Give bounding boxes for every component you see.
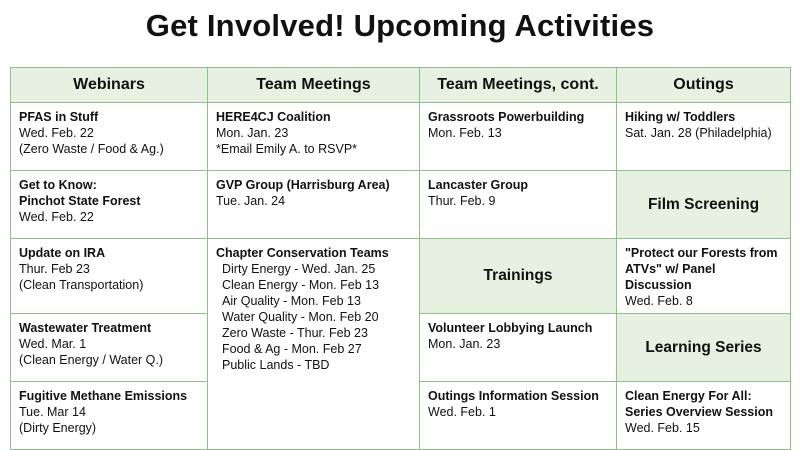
meeting-date: Mon. Feb. 13 [428, 126, 502, 140]
team-item: Public Lands - TBD [222, 358, 330, 372]
webinar-wastewater [11, 314, 208, 382]
webinar-note: (Clean Transportation) [19, 278, 144, 292]
table-row [11, 239, 791, 314]
team-item: Dirty Energy - Wed. Jan. 25 [222, 262, 376, 276]
webinar-note: (Dirty Energy) [19, 421, 97, 435]
meeting-name: Outings Information Session [428, 389, 599, 403]
webinar-date: Tue. Mar 14 [19, 405, 86, 419]
outing-clean-energy [617, 382, 791, 450]
meeting-grassroots [420, 103, 617, 171]
meeting-note: *Email Emily A. to RSVP* [216, 142, 358, 156]
team-item: Clean Energy - Mon. Feb 13 [222, 278, 380, 292]
team-meetings-cont-header: Team Meetings, cont. [420, 68, 617, 103]
webinar-name: Update on IRA [19, 246, 106, 260]
webinar-date: Wed. Feb. 22 [19, 126, 94, 140]
table-row [11, 103, 791, 171]
meeting-gvp [208, 171, 420, 239]
outing-date: Wed. Feb. 8 [625, 294, 693, 308]
webinar-name: Fugitive Methane Emissions [19, 389, 188, 403]
team-item: Food & Ag - Mon. Feb 27 [222, 342, 362, 356]
meeting-date: Mon. Jan. 23 [428, 337, 501, 351]
outings-header: Outings [617, 68, 791, 103]
webinars-header: Webinars [11, 68, 208, 103]
team-item: Air Quality - Mon. Feb 13 [222, 294, 361, 308]
meeting-volunteer-lobbying [420, 314, 617, 382]
webinar-note: (Clean Energy / Water Q.) [19, 353, 164, 367]
outing-date: Wed. Feb. 15 [625, 421, 700, 435]
outing-name-line1: Clean Energy For All: [625, 389, 752, 403]
meeting-name: GVP Group (Harrisburg Area) [216, 178, 390, 192]
webinar-pinchot [11, 171, 208, 239]
page-title: Get Involved! Upcoming Activities [145, 8, 655, 43]
trainings-label: Trainings [420, 239, 617, 314]
outing-name: Hiking w/ Toddlers [625, 110, 736, 124]
outing-name-line1: "Protect our Forests from [625, 246, 778, 260]
meeting-date: Mon. Jan. 23 [216, 126, 289, 140]
webinar-date: Wed. Mar. 1 [19, 337, 87, 351]
table-row [11, 171, 791, 239]
webinar-pfas [11, 103, 208, 171]
outing-hiking [617, 103, 791, 171]
outing-name-line2: ATVs" w/ Panel Discussion [625, 262, 716, 292]
header-row [11, 68, 791, 103]
meeting-name: HERE4CJ Coalition [216, 110, 331, 124]
meeting-lancaster [420, 171, 617, 239]
webinar-name-line1: Get to Know: [19, 178, 97, 192]
team-item: Zero Waste - Thur. Feb 23 [222, 326, 368, 340]
outing-protect-forests [617, 239, 791, 314]
meeting-name: Chapter Conservation Teams [216, 246, 389, 260]
webinar-ira [11, 239, 208, 314]
meeting-date: Thur. Feb. 9 [428, 194, 496, 208]
outing-date: Sat. Jan. 28 (Philadelphia) [625, 126, 772, 140]
meeting-date: Wed. Feb. 1 [428, 405, 496, 419]
meeting-chapter-teams [208, 239, 420, 450]
learning-series-label: Learning Series [617, 314, 791, 382]
meeting-name: Volunteer Lobbying Launch [428, 321, 593, 335]
meeting-here4cj [208, 103, 420, 171]
webinar-name: Wastewater Treatment [19, 321, 152, 335]
meeting-name: Grassroots Powerbuilding [428, 110, 585, 124]
activities-table [10, 67, 791, 450]
outing-name-line2: Series Overview Session [625, 405, 774, 419]
webinar-date: Wed. Feb. 22 [19, 210, 94, 224]
film-screening-label: Film Screening [617, 171, 791, 239]
webinar-date: Thur. Feb 23 [19, 262, 90, 276]
meeting-outings-info [420, 382, 617, 450]
meeting-date: Tue. Jan. 24 [216, 194, 286, 208]
webinar-name-line2: Pinchot State Forest [19, 194, 141, 208]
meeting-name: Lancaster Group [428, 178, 529, 192]
webinar-methane [11, 382, 208, 450]
team-meetings-header: Team Meetings [208, 68, 420, 103]
webinar-note: (Zero Waste / Food & Ag.) [19, 142, 164, 156]
team-item: Water Quality - Mon. Feb 20 [222, 310, 379, 324]
webinar-name: PFAS in Stuff [19, 110, 99, 124]
